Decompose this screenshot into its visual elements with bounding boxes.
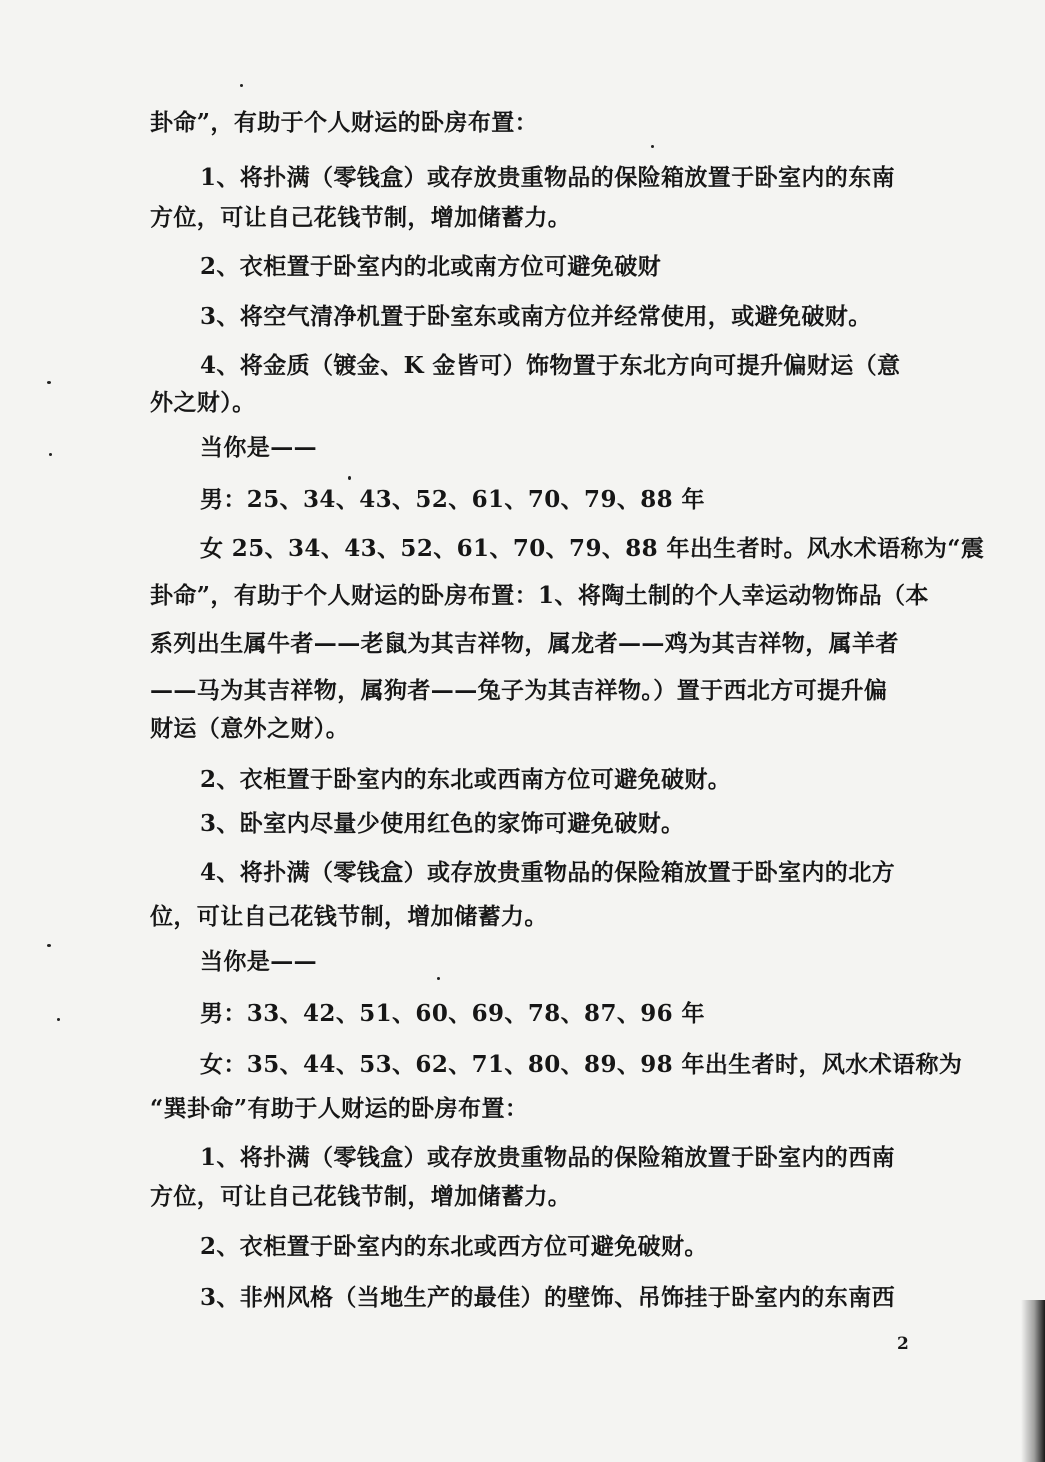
- scan-edge-shadow: [1021, 1300, 1045, 1462]
- scan-speck: [437, 977, 440, 980]
- text-line-4: 2、衣柜置于卧室内的北或南方位可避免破财: [200, 253, 662, 280]
- text-line-24: 方位，可让自己花钱节制，增加储蓄力。: [150, 1183, 572, 1210]
- text-line-10: 女 25、34、43、52、61、70、79、88 年出生者时。风水术语称为“震: [200, 535, 985, 562]
- text-line-12: 系列出生属牛者——老鼠为其吉祥物，属龙者——鸡为其吉祥物，属羊者: [150, 630, 899, 657]
- text-line-6: 4、将金质（镀金、K 金皆可）饰物置于东北方向可提升偏财运（意: [200, 352, 901, 379]
- text-line-7: 外之财）。: [150, 389, 256, 416]
- scan-speck: [49, 453, 52, 456]
- text-line-21: 女：35、44、53、62、71、80、89、98 年出生者时，风水术语称为: [200, 1051, 963, 1078]
- text-line-17: 4、将扑满（零钱盒）或存放贵重物品的保险箱放置于卧室内的北方: [200, 859, 896, 886]
- text-line-19: 当你是——: [200, 948, 317, 975]
- text-line-13: ——马为其吉祥物，属狗者——兔子为其吉祥物。）置于西北方可提升偏: [150, 677, 888, 704]
- text-line-11: 卦命”，有助于个人财运的卧房布置：1、将陶土制的个人幸运动物饰品（本: [150, 582, 929, 609]
- text-line-26: 3、非州风格（当地生产的最佳）的壁饰、吊饰挂于卧室内的东南西: [200, 1284, 896, 1311]
- text-line-8: 当你是——: [200, 434, 317, 461]
- text-line-15: 2、衣柜置于卧室内的东北或西南方位可避免破财。: [200, 766, 732, 793]
- text-line-1: 卦命”，有助于个人财运的卧房布置：: [150, 109, 539, 136]
- scan-speck: [47, 381, 51, 384]
- text-line-22: “巽卦命”有助于人财运的卧房布置：: [150, 1095, 529, 1122]
- scan-speck: [651, 145, 654, 148]
- text-line-23: 1、将扑满（零钱盒）或存放贵重物品的保险箱放置于卧室内的西南: [200, 1144, 896, 1171]
- scan-speck: [47, 944, 51, 947]
- text-line-14: 财运（意外之财）。: [150, 715, 350, 742]
- page-number: 2: [897, 1334, 909, 1354]
- text-line-25: 2、衣柜置于卧室内的东北或西方位可避免破财。: [200, 1233, 708, 1260]
- text-line-16: 3、卧室内尽量少使用红色的家饰可避免破财。: [200, 810, 685, 837]
- text-line-3: 方位，可让自己花钱节制，增加储蓄力。: [150, 204, 572, 231]
- text-line-9: 男：25、34、43、52、61、70、79、88 年: [200, 486, 705, 513]
- scan-speck: [240, 84, 243, 87]
- text-line-2: 1、将扑满（零钱盒）或存放贵重物品的保险箱放置于卧室内的东南: [200, 164, 896, 191]
- scan-speck: [57, 1018, 60, 1021]
- text-line-20: 男：33、42、51、60、69、78、87、96 年: [200, 1000, 705, 1027]
- text-line-5: 3、将空气清净机置于卧室东或南方位并经常使用，或避免破财。: [200, 303, 872, 330]
- scan-speck: [348, 476, 351, 480]
- text-line-18: 位，可让自己花钱节制，增加储蓄力。: [150, 903, 548, 930]
